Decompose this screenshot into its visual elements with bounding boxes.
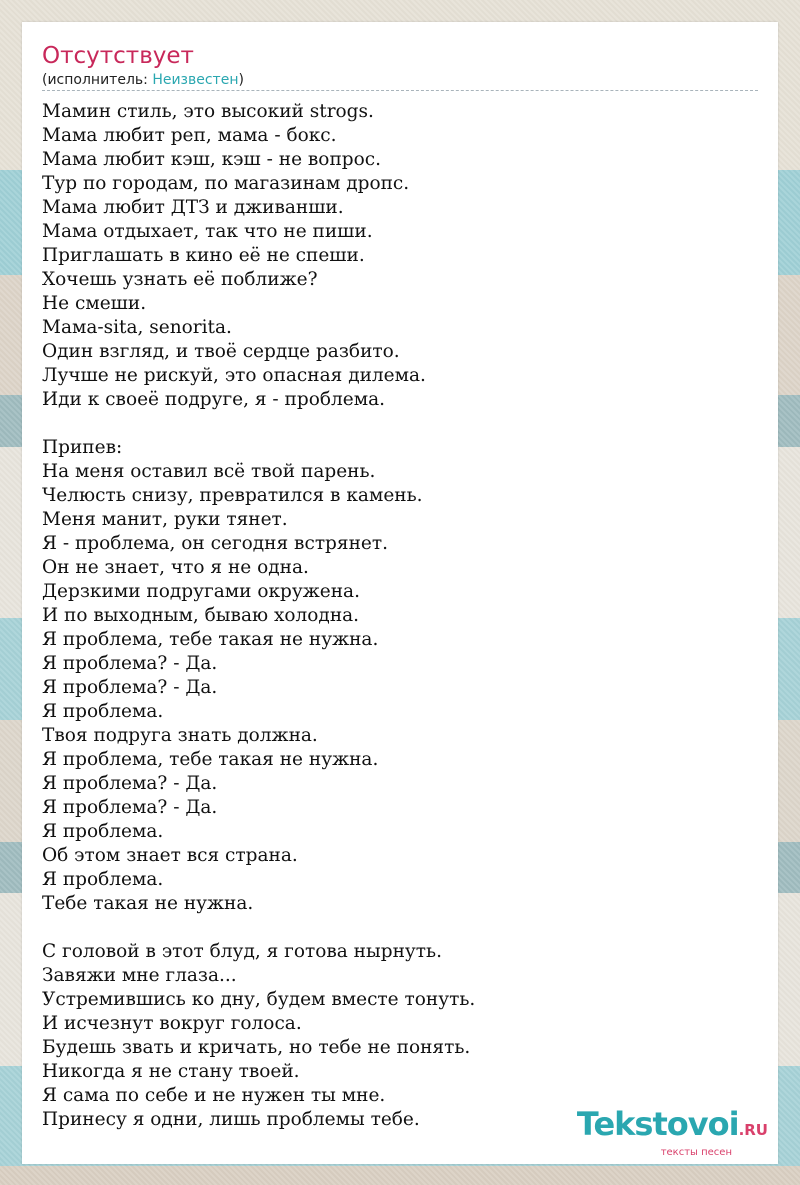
lyrics-text <box>42 100 762 1132</box>
lyric-line: Не смеши. <box>42 293 147 314</box>
stanza-break <box>42 916 762 940</box>
lyric-line: Я проблема? - Да. <box>42 677 218 698</box>
lyric-line: Я проблема? - Да. <box>42 797 218 818</box>
lyric-line: Мама отдыхает, так что не пиши. <box>42 221 373 242</box>
lyric-line: Об этом знает вся страна. <box>42 845 298 866</box>
song-title: Отсутствует <box>42 43 194 69</box>
lyric-line: Один взгляд, и твоё сердце разбито. <box>42 341 400 362</box>
lyric-line: Я сама по себе и не нужен ты мне. <box>42 1085 386 1106</box>
lyrics-card <box>22 22 778 1164</box>
lyric-line: Тебе такая не нужна. <box>42 893 254 914</box>
lyric-line: И исчезнут вокруг голоса. <box>42 1013 302 1034</box>
lyric-line: Я проблема, тебе такая не нужна. <box>42 749 379 770</box>
lyric-line: Я проблема? - Да. <box>42 653 218 674</box>
lyric-line: Я проблема, тебе такая не нужна. <box>42 629 379 650</box>
artist-line <box>42 72 244 89</box>
lyric-line: Челюсть снизу, превратился в камень. <box>42 485 423 506</box>
lyric-line: Принесу я одни, лишь проблемы тебе. <box>42 1109 420 1130</box>
lyric-line: Я проблема? - Да. <box>42 773 218 794</box>
lyric-line: Я проблема. <box>42 701 164 722</box>
lyric-line: Приглашать в кино её не спеши. <box>42 245 365 266</box>
lyric-line: И по выходным, бываю холодна. <box>42 605 360 626</box>
dashed-divider <box>42 90 758 91</box>
lyric-line: Я проблема. <box>42 869 164 890</box>
lyric-line: С головой в этот блуд, я готова нырнуть. <box>42 941 442 962</box>
lyric-line: Твоя подруга знать должна. <box>42 725 318 746</box>
lyric-line: Мама-sita, senorita. <box>42 317 232 338</box>
lyric-line: Никогда я не стану твоей. <box>42 1061 300 1082</box>
lyric-line: Мама любит ДТЗ и дживанши. <box>42 197 344 218</box>
artist-prefix: (исполнитель: <box>42 72 153 88</box>
site-logo[interactable] <box>577 1107 768 1158</box>
lyric-line: Завяжи мне глаза... <box>42 965 237 986</box>
lyric-line: Тур по городам, по магазинам дропс. <box>42 173 410 194</box>
lyric-line: Припев: <box>42 437 123 458</box>
lyric-line: Я - проблема, он сегодня встрянет. <box>42 533 388 554</box>
artist-suffix: ) <box>238 72 244 88</box>
lyric-line: Хочешь узнать её поближе? <box>42 269 318 290</box>
lyric-line: На меня оставил всё твой парень. <box>42 461 376 482</box>
lyric-line: Меня манит, руки тянет. <box>42 509 288 530</box>
stanza-break <box>42 412 762 436</box>
lyric-line: Мама любит реп, мама - бокс. <box>42 125 337 146</box>
lyric-line: Он не знает, что я не одна. <box>42 557 309 578</box>
lyric-line: Дерзкими подругами окружена. <box>42 581 360 602</box>
logo-tagline: тексты песен <box>660 1147 732 1158</box>
lyric-line: Мамин стиль, это высокий strogs. <box>42 101 374 122</box>
artist-link[interactable]: Неизвестен <box>152 72 239 88</box>
lyric-line: Устремившись ко дну, будем вместе тонуть. <box>42 989 476 1010</box>
lyric-line: Лучше не рискуй, это опасная дилема. <box>42 365 426 386</box>
lyric-line: Я проблема. <box>42 821 164 842</box>
lyric-line: Будешь звать и кричать, но тебе не понять. <box>42 1037 471 1058</box>
lyric-line: Иди к своеё подруге, я - проблема. <box>42 389 385 410</box>
lyric-line: Мама любит кэш, кэш - не вопрос. <box>42 149 381 170</box>
logo-name: Tekstovoi <box>576 1105 739 1143</box>
logo-domain: .RU <box>738 1121 768 1139</box>
